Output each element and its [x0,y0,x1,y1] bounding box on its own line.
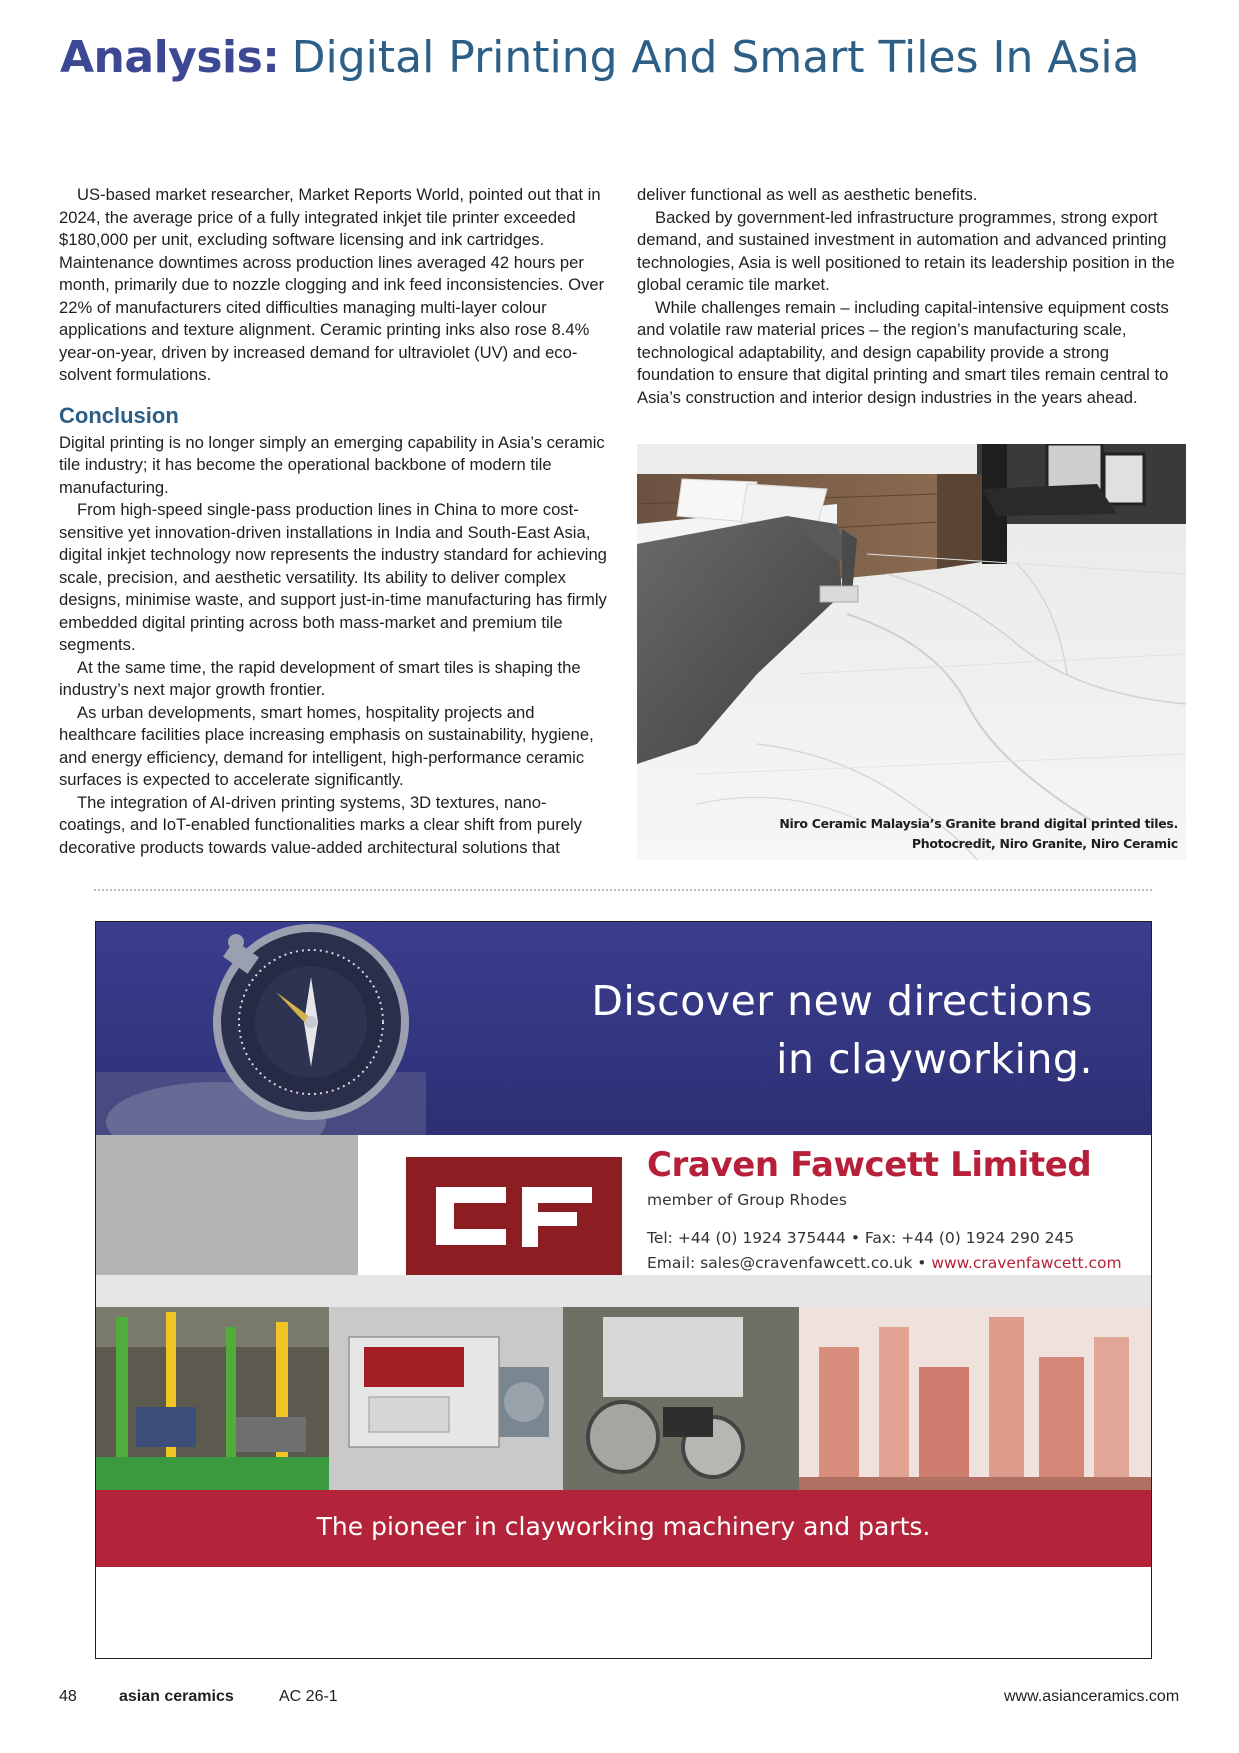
headline-title: Digital Printing And Smart Tiles In Asia [291,32,1140,83]
caption-line: Photocredit, Niro Granite, Niro Ceramic [911,836,1178,851]
conclusion-paragraph: At the same time, the rapid development of smart tiles is shaping the industry’s next major growth frontier. [59,657,581,699]
conclusion-paragraph: The integration of AI-driven printing systems, 3D textures, nano-coatings, and IoT-enabled functionalities marks a clear shift from purely decorative products towards value-added architectural solutions that [59,792,582,857]
extrusion-dies-photo [799,1307,1151,1490]
machine-photo [329,1307,563,1490]
conclusion-heading: Conclusion [59,402,179,428]
company-contact [647,1254,1122,1272]
page-number: 48 [59,1688,77,1705]
intro-paragraph: US-based market researcher, Market Reports World, pointed out that in 2024, the average price of a fully integrated inkjet tile printer exceeded $180,000 per unit, excluding software licensing and ink cartridges. Maintenance downtimes across production lines averaged 42 hours per month, primarily due to nozzle clogging and ink feed inconsistencies. Over 22% of manufacturers cited difficulties managing multi-layer colour applications and texture alignment. Ceramic printing inks also rose 8.4% year-on-year, driven by increased demand for ultraviolet (UV) and eco-solvent formulations. [59,185,605,384]
article-headline [60,28,1140,88]
conclusion-paragraph: As urban developments, smart homes, hospitality projects and healthcare facilities place increasing emphasis on sustainability, hygiene, and energy efficiency, demand for intelligent, high-performance ceramic surfaces is expected to accelerate significantly. [59,702,594,789]
company-member: member of Group Rhodes [647,1191,847,1209]
right-paragraph: While challenges remain – including capital-intensive equipment costs and volatile raw material prices – the region’s manufacturing scale, technological adaptability, and design capability provide a strong foundation to ensure that digital printing and smart tiles remain central to Asia’s construction and interior design industries in the years ahead. [637,297,1169,407]
bedroom-tile-photo [637,444,1186,860]
cf-logo-icon [406,1157,622,1275]
conclusion-paragraph: From high-speed single-pass production lines in China to more cost-sensitive yet innovation-driven installations in India and South-East Asia, digital inkjet technology now represents the industry standard for achieving scale, precision, and aesthetic versatility. Its ability to deliver complex designs, minimise waste, and support just-in-time manufacturing has firmly embedded digital printing across both mass-market and premium tile segments. [59,500,607,654]
advert-banner [96,922,1151,1135]
conclusion-paragraph: Digital printing is no longer simply an emerging capability in Asia’s ceramic tile industry; it has become the operational backbone of modern tile manufacturing. [59,432,605,497]
company-name: Craven Fawcett Limited [647,1145,1092,1185]
advert-company-panel [96,1135,1151,1307]
section-divider [94,889,1152,891]
advert-photo-strip [96,1307,1151,1490]
right-paragraph: deliver functional as well as aesthetic benefits. [637,185,978,204]
magazine-website-link[interactable]: www.asianceramics.com [1004,1688,1180,1705]
advert-slogan: The pioneer in clayworking machinery and parts. [316,1512,931,1541]
article-right-column [637,184,1185,409]
compass-icon [96,922,426,1135]
company-email[interactable]: Email: sales@cravenfawcett.co.uk • [647,1254,932,1272]
company-website-link[interactable]: www.cravenfawcett.com [931,1254,1122,1272]
tagline-line: in clayworking. [776,1035,1093,1083]
headline-kicker: Analysis: [60,32,280,83]
company-phone-fax: Tel: +44 (0) 1924 375444 • Fax: +44 (0) 1924 290 245 [647,1229,1075,1247]
magazine-name: asian ceramics [119,1688,234,1705]
bedroom-illustration [637,444,1186,860]
right-paragraph: Backed by government-led infrastructure programmes, strong export demand, and sustained investment in automation and advanced printing technologies, Asia is well positioned to retain its leadership position in the global ceramic tile market. [637,207,1175,294]
photo-caption [779,814,1178,854]
issue-number: AC 26-1 [279,1688,338,1705]
caption-line: Niro Ceramic Malaysia’s Granite brand digital printed tiles. [779,816,1178,831]
grey-band [96,1275,1151,1307]
tagline-line: Discover new directions [591,977,1093,1025]
craven-fawcett-advert [95,921,1152,1659]
parts-photo [563,1307,799,1490]
factory-photo [96,1307,329,1490]
advert-bottom-band [96,1490,1151,1567]
article-left-column [59,184,607,859]
advert-tagline [591,972,1093,1088]
